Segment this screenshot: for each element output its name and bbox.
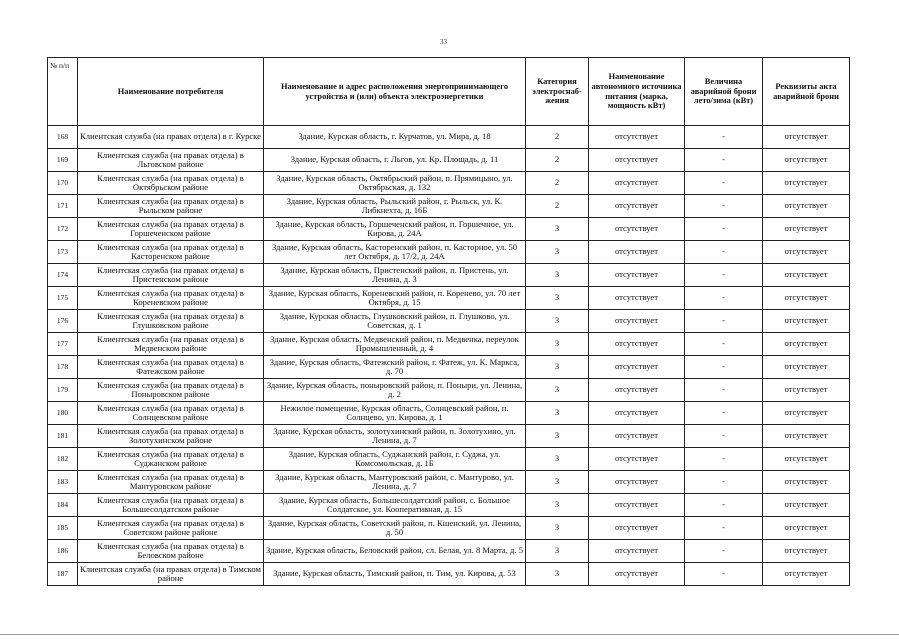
reserve-value: - xyxy=(685,494,763,517)
act-details: отсутствует xyxy=(763,241,850,264)
supply-category: 3 xyxy=(526,264,589,287)
row-number: 183 xyxy=(48,471,78,494)
act-details: отсутствует xyxy=(763,540,850,563)
act-details: отсутствует xyxy=(763,494,850,517)
consumer-name: Клиентская служба (на правах отдела) в г. Курске xyxy=(78,126,264,149)
supply-category: 3 xyxy=(526,287,589,310)
table-row xyxy=(48,149,850,172)
act-details: отсутствует xyxy=(763,195,850,218)
object-address: Здание, Курская область, Касторенский район, п. Касторное, ул. 50 лет Октября, д. 17/2, д. 24А xyxy=(264,241,526,264)
row-number: 182 xyxy=(48,448,78,471)
reserve-value: - xyxy=(685,149,763,172)
consumer-name: Клиентская служба (на правах отдела) в Советском районе районе xyxy=(78,517,264,540)
table-body xyxy=(48,126,850,586)
supply-category: 3 xyxy=(526,540,589,563)
reserve-value: - xyxy=(685,471,763,494)
act-details: отсутствует xyxy=(763,448,850,471)
reserve-value: - xyxy=(685,448,763,471)
autonomous-source: отсутствует xyxy=(589,264,685,287)
header-reserve-value: Величина аварийной брони лето/зима (кВт) xyxy=(685,58,763,126)
table-row xyxy=(48,333,850,356)
autonomous-source: отсутствует xyxy=(589,149,685,172)
reserve-value: - xyxy=(685,264,763,287)
object-address: Здание, Курская область, Мантуровский район, с. Мантурово, ул. Ленина, д. 7 xyxy=(264,471,526,494)
header-consumer: Наименование потребителя xyxy=(78,58,264,126)
autonomous-source: отсутствует xyxy=(589,333,685,356)
act-details: отсутствует xyxy=(763,333,850,356)
supply-category: 3 xyxy=(526,241,589,264)
row-number: 177 xyxy=(48,333,78,356)
reserve-value: - xyxy=(685,517,763,540)
autonomous-source: отсутствует xyxy=(589,241,685,264)
table-header xyxy=(48,58,850,126)
row-number: 171 xyxy=(48,195,78,218)
act-details: отсутствует xyxy=(763,402,850,425)
reserve-table xyxy=(47,57,850,586)
object-address: Здание, Курская область, Горшеченский район, п. Горшечное, ул. Кирова, д. 24А xyxy=(264,218,526,241)
autonomous-source: отсутствует xyxy=(589,517,685,540)
table-row xyxy=(48,494,850,517)
table-row xyxy=(48,241,850,264)
consumer-name: Клиентская служба (на правах отдела) в Золотухинском районе xyxy=(78,425,264,448)
table-row xyxy=(48,264,850,287)
reserve-value: - xyxy=(685,218,763,241)
consumer-name: Клиентская служба (на правах отдела) в Солнцевском районе xyxy=(78,402,264,425)
row-number: 181 xyxy=(48,425,78,448)
supply-category: 3 xyxy=(526,310,589,333)
row-number: 173 xyxy=(48,241,78,264)
supply-category: 3 xyxy=(526,333,589,356)
table-row xyxy=(48,517,850,540)
object-address: Здание, Курская область, Советский район, п. Кшенский, ул. Ленина, д. 50 xyxy=(264,517,526,540)
row-number: 172 xyxy=(48,218,78,241)
supply-category: 3 xyxy=(526,379,589,402)
row-number: 180 xyxy=(48,402,78,425)
supply-category: 3 xyxy=(526,471,589,494)
act-details: отсутствует xyxy=(763,149,850,172)
reserve-value: - xyxy=(685,310,763,333)
autonomous-source: отсутствует xyxy=(589,172,685,195)
consumer-name: Клиентская служба (на правах отдела) в Беловском районе xyxy=(78,540,264,563)
consumer-name: Клиентская служба (на правах отдела) в Горшеченском районе xyxy=(78,218,264,241)
reserve-value: - xyxy=(685,172,763,195)
autonomous-source: отсутствует xyxy=(589,356,685,379)
supply-category: 3 xyxy=(526,402,589,425)
consumer-name: Клиентская служба (на правах отдела) в Тимском районе xyxy=(78,563,264,586)
autonomous-source: отсутствует xyxy=(589,402,685,425)
act-details: отсутствует xyxy=(763,425,850,448)
autonomous-source: отсутствует xyxy=(589,379,685,402)
row-number: 178 xyxy=(48,356,78,379)
autonomous-source: отсутствует xyxy=(589,448,685,471)
table-row xyxy=(48,402,850,425)
object-address: Здание, Курская область, г. Курчатов, ул. Мира, д. 18 xyxy=(264,126,526,149)
object-address: Здание, Курская область, Тимский район, п. Тим, ул. Кирова, д. 53 xyxy=(264,563,526,586)
table-row xyxy=(48,448,850,471)
scan-edge-line xyxy=(0,634,899,635)
consumer-name: Клиентская служба (на правах отдела) в Глушковском районе xyxy=(78,310,264,333)
supply-category: 3 xyxy=(526,517,589,540)
supply-category: 3 xyxy=(526,494,589,517)
autonomous-source: отсутствует xyxy=(589,540,685,563)
act-details: отсутствует xyxy=(763,218,850,241)
supply-category: 2 xyxy=(526,149,589,172)
supply-category: 3 xyxy=(526,425,589,448)
supply-category: 3 xyxy=(526,563,589,586)
row-number: 174 xyxy=(48,264,78,287)
supply-category: 3 xyxy=(526,448,589,471)
autonomous-source: отсутствует xyxy=(589,195,685,218)
consumer-name: Клиентская служба (на правах отдела) в Суджанском районе xyxy=(78,448,264,471)
header-act-details: Реквизиты акта аварийной брони xyxy=(763,58,850,126)
act-details: отсутствует xyxy=(763,172,850,195)
header-autonomous-source: Наименование автономного источника питания (марка, мощность кВт) xyxy=(589,58,685,126)
object-address: Здание, Курская область, Беловский район, сл. Белая, ул. 8 Марта, д. 5 xyxy=(264,540,526,563)
header-category: Категория электроснаб-жения xyxy=(526,58,589,126)
object-address: Здание, Курская область, Суджанский район, г. Суджа, ул. Комсомольская, д. 1Б xyxy=(264,448,526,471)
header-number: № п/п xyxy=(48,58,78,126)
reserve-value: - xyxy=(685,563,763,586)
table-row xyxy=(48,126,850,149)
row-number: 169 xyxy=(48,149,78,172)
object-address: Здание, Курская область, поныровский район, п. Поныри, ул. Ленина, д. 2 xyxy=(264,379,526,402)
consumer-name: Клиентская служба (на правах отдела) в Мантуровском районе xyxy=(78,471,264,494)
object-address: Здание, Курская область, Медвенский район, п. Медвенка, переулок Промышленный, д. 4 xyxy=(264,333,526,356)
table-row xyxy=(48,471,850,494)
autonomous-source: отсутствует xyxy=(589,425,685,448)
row-number: 179 xyxy=(48,379,78,402)
object-address: Нежилое помещение, Курская область, Солнцевский район, п. Солнцево, ул. Кирова, д. 1 xyxy=(264,402,526,425)
object-address: Здание, Курская область, г. Льгов, ул. Кр. Площадь, д. 11 xyxy=(264,149,526,172)
consumer-name: Клиентская служба (на правах отдела) в Кореневском районе xyxy=(78,287,264,310)
reserve-value: - xyxy=(685,425,763,448)
consumer-name: Клиентская служба (на правах отдела) в Большесолдатском районе xyxy=(78,494,264,517)
table-row xyxy=(48,425,850,448)
row-number: 175 xyxy=(48,287,78,310)
page-number: 33 xyxy=(440,38,447,46)
row-number: 186 xyxy=(48,540,78,563)
act-details: отсутствует xyxy=(763,563,850,586)
consumer-name: Клиентская служба (на правах отдела) в Поныровском районе xyxy=(78,379,264,402)
autonomous-source: отсутствует xyxy=(589,471,685,494)
consumer-name: Клиентская служба (на правах отдела) в Медвенском районе xyxy=(78,333,264,356)
reserve-value: - xyxy=(685,126,763,149)
reserve-value: - xyxy=(685,333,763,356)
autonomous-source: отсутствует xyxy=(589,218,685,241)
object-address: Здание, Курская область, Октябрьский район, п. Прямицыно, ул. Октябрьская, д. 132 xyxy=(264,172,526,195)
act-details: отсутствует xyxy=(763,517,850,540)
autonomous-source: отсутствует xyxy=(589,287,685,310)
supply-category: 3 xyxy=(526,356,589,379)
row-number: 187 xyxy=(48,563,78,586)
object-address: Здание, Курская область, Пристенский район, п. Пристень, ул. Ленина, д. 3 xyxy=(264,264,526,287)
consumer-name: Клиентская служба (на правах отдела) в Пристенском районе xyxy=(78,264,264,287)
autonomous-source: отсутствует xyxy=(589,310,685,333)
autonomous-source: отсутствует xyxy=(589,494,685,517)
reserve-value: - xyxy=(685,402,763,425)
table-row xyxy=(48,540,850,563)
consumer-name: Клиентская служба (на правах отдела) в Октябрьском районе xyxy=(78,172,264,195)
autonomous-source: отсутствует xyxy=(589,563,685,586)
consumer-name: Клиентская служба (на правах отдела) в Касторенском районе xyxy=(78,241,264,264)
table-row xyxy=(48,287,850,310)
header-address: Наименование и адрес расположения энергопринимающего устройства и (или) объекта электроэнергетики xyxy=(264,58,526,126)
act-details: отсутствует xyxy=(763,471,850,494)
reserve-value: - xyxy=(685,540,763,563)
supply-category: 3 xyxy=(526,218,589,241)
object-address: Здание, Курская область, золотухинский район, п. Золотухино, ул. Ленина, д. 7 xyxy=(264,425,526,448)
table-row xyxy=(48,379,850,402)
table-row xyxy=(48,195,850,218)
reserve-value: - xyxy=(685,287,763,310)
object-address: Здание, Курская область, Глушковский район, п. Глушково, ул. Советская, д. 1 xyxy=(264,310,526,333)
consumer-name: Клиентская служба (на правах отдела) в Рыльском районе xyxy=(78,195,264,218)
supply-category: 2 xyxy=(526,126,589,149)
supply-category: 2 xyxy=(526,195,589,218)
table-row xyxy=(48,310,850,333)
table-row xyxy=(48,172,850,195)
act-details: отсутствует xyxy=(763,379,850,402)
object-address: Здание, Курская область, Фатежский район, г. Фатеж, ул. К. Маркса, д. 70 xyxy=(264,356,526,379)
row-number: 176 xyxy=(48,310,78,333)
object-address: Здание, Курская область, Рыльский район, г. Рыльск, ул. К. Либкнехта, д. 16Б xyxy=(264,195,526,218)
object-address: Здание, Курская область, Большесолдатский район, с. Большое Солдатское, ул. Кооперативная, д. 15 xyxy=(264,494,526,517)
object-address: Здание, Курская область, Кореневский район, п. Коренево, ул. 70 лет Октября, д. 15 xyxy=(264,287,526,310)
table-row xyxy=(48,563,850,586)
act-details: отсутствует xyxy=(763,126,850,149)
table-row xyxy=(48,218,850,241)
act-details: отсутствует xyxy=(763,310,850,333)
row-number: 168 xyxy=(48,126,78,149)
reserve-value: - xyxy=(685,241,763,264)
act-details: отсутствует xyxy=(763,287,850,310)
row-number: 170 xyxy=(48,172,78,195)
table-row xyxy=(48,356,850,379)
consumer-name: Клиентская служба (на правах отдела) в Льговском районе xyxy=(78,149,264,172)
reserve-value: - xyxy=(685,356,763,379)
reserve-value: - xyxy=(685,195,763,218)
row-number: 184 xyxy=(48,494,78,517)
autonomous-source: отсутствует xyxy=(589,126,685,149)
supply-category: 2 xyxy=(526,172,589,195)
reserve-value: - xyxy=(685,379,763,402)
document-sheet xyxy=(47,57,849,586)
act-details: отсутствует xyxy=(763,264,850,287)
consumer-name: Клиентская служба (на правах отдела) в Фатежском районе xyxy=(78,356,264,379)
act-details: отсутствует xyxy=(763,356,850,379)
row-number: 185 xyxy=(48,517,78,540)
